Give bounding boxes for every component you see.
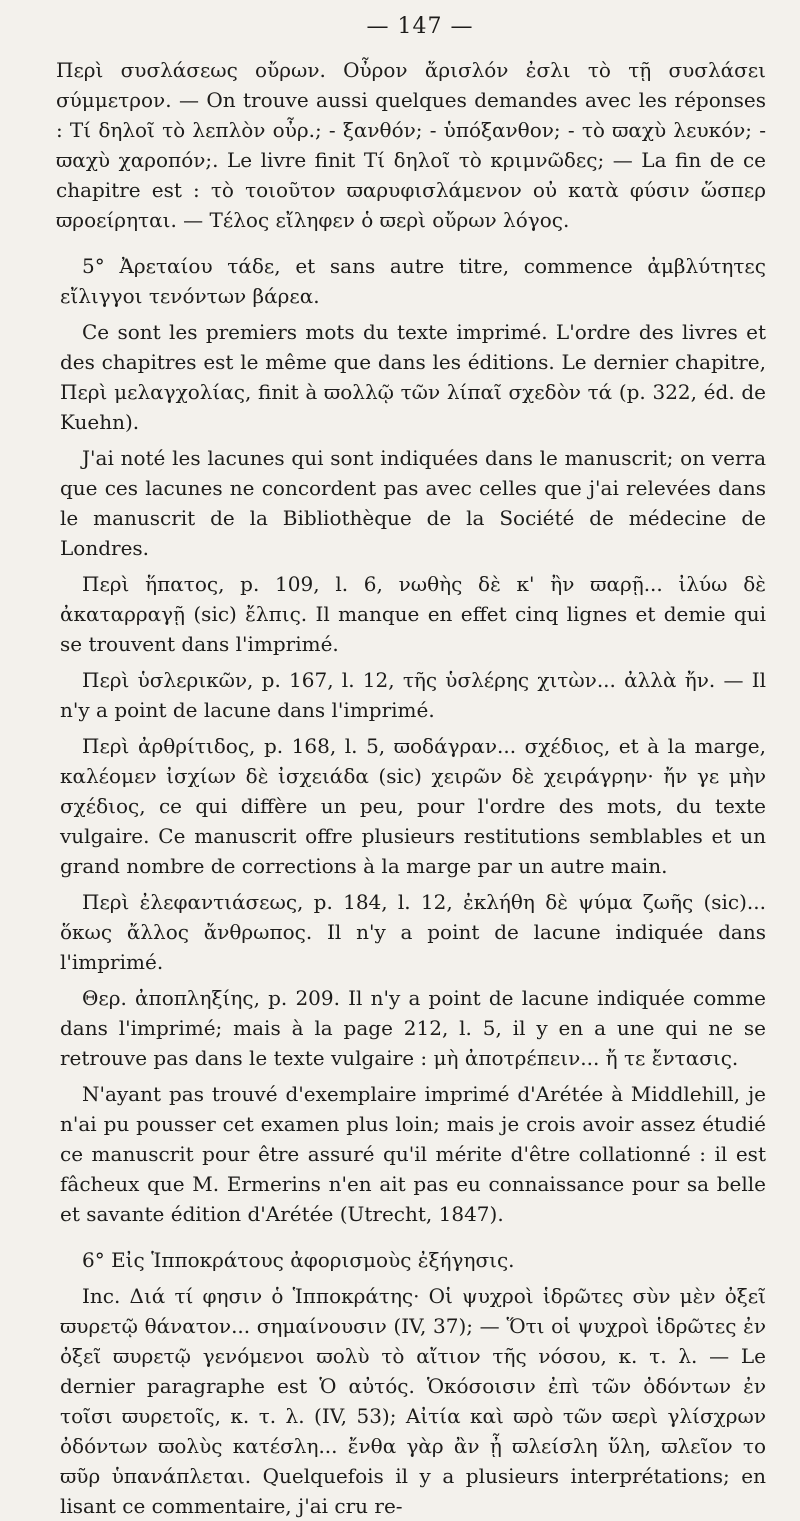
paragraph-item-6: 6° Εἰς Ἱπποκράτους ἀφορισμοὺς ἐξήγησις. xyxy=(82,1248,515,1272)
paragraph-hysteria: Περὶ ὑσλερικῶν, p. 167, l. 12, τῆς ὑσλέρης χιτὼν... ἀλλὰ ἤν. — Il n'y a point de lacune dans l'imprimé. xyxy=(60,668,766,722)
paragraph-urine-treatise: Περὶ συσλάσεως οὔρων. Οὖρον ἄρισλόν ἐσλι τὸ τῇ συσλάσει σύμμετρον. — On trouve aussi quelques demandes avec les réponses : Τί δηλοῖ τὸ λεπλὸν οὖρ.; - ξανθόν; - ὑπόξανθον; - τὸ ϖαχὺ λευκόν; - ϖαχὺ χαροπόν;. Le livre finit Τί δηλοῖ τὸ κριμνῶδες; — La fin de ce chapitre est : τὸ τοιοῦτον ϖαρυφισλάμενον οὐ κατὰ φύσιν ὥσπερ ϖροείρηται. — Τέλος εἴληφεν ὁ ϖερὶ οὔρων λόγος. xyxy=(56,58,766,232)
page-number: — 147 — xyxy=(366,14,474,39)
paragraph-arthritis: Περὶ ἀρθρίτιδος, p. 168, l. 5, ϖοδάγραν... σχέδιος, et à la marge, καλέομεν ἰσχίων δὲ ἰσχειάδα (sic) χειρῶν δὲ χειράγρην· ἤν γε μὴν σχέδιος, ce qui diffère un peu, pour l'ordre des mots, du texte vulgaire. Ce manuscrit offre plusieurs restitutions semblables et un grand nombre de corrections à la marge par un autre main. xyxy=(60,734,766,878)
paragraph-item-5: 5° Ἀρεταίου τάδε, et sans autre titre, commence ἀμβλύτητες εἴλιγγοι τενόντων βάρεα. xyxy=(60,254,766,308)
paragraph-apoplexy: Θερ. ἀποπληξίης, p. 209. Il n'y a point de lacune indiquée comme dans l'imprimé; mais à la page 212, l. 5, il y en a une qui ne se retrouve pas dans le texte vulgaire : μὴ ἀποτρέπειν... ἤ τε ἔντασις. xyxy=(60,986,766,1070)
paragraph-lacunae: J'ai noté les lacunes qui sont indiquées dans le manuscrit; on verra que ces lacunes ne concordent pas avec celles que j'ai relevées dans le manuscrit de la Bibliothèque de la Société de médecine de Londres. xyxy=(60,446,766,560)
paragraph-elephantiasis: Περὶ ἐλεφαντιάσεως, p. 184, l. 12, ἐκλήθη δὲ ψύμα ζωῆς (sic)... ὅκως ἄλλος ἄνθρωπος. Il n'y a point de lacune indiquée dans l'imprimé. xyxy=(60,890,766,974)
paragraph-first-words: Ce sont les premiers mots du texte imprimé. L'ordre des livres et des chapitres est le même que dans les éditions. Le dernier chapitre, Περὶ μελαγχολίας, finit à ϖολλῷ τῶν λίπαῖ σχεδὸν τά (p. 322, éd. de Kuehn). xyxy=(60,320,766,434)
paragraph-liver: Περὶ ἥπατος, p. 109, l. 6, νωθὴς δὲ κ' ἢν ϖαρῇ... ἰλύω δὲ ἀκαταρραγῇ (sic) ἔλπις. Il manque en effet cinq lignes et demie qui se trouvent dans l'imprimé. xyxy=(60,572,766,656)
paragraph-middlehill: N'ayant pas trouvé d'exemplaire imprimé d'Arétée à Middlehill, je n'ai pu pousser cet examen plus loin; mais je crois avoir assez étudié ce manuscrit pour être assuré qu'il mérite d'être collationné : il est fâcheux que M. Ermerins n'en ait pas eu connaissance pour sa belle et savante édition d'Arétée (Utrecht, 1847). xyxy=(60,1082,766,1226)
paragraph-incipit: Inc. Διά τί φησιν ὁ Ἱπποκράτης· Οἱ ψυχροὶ ἱδρῶτες σὺν μὲν ὀξεῖ ϖυρετῷ θάνατον... σημαίνουσιν (IV, 37); — Ὅτι οἱ ψυχροὶ ἱδρῶτες ἐν ὀξεῖ ϖυρετῷ γενόμενοι ϖολὺ τὸ αἴτιον τῆς νόσου, κ. τ. λ. — Le dernier paragraphe est Ὁ αὐτός. Ὁκόσοισιν ἐπὶ τῶν ὀδόντων ἐν τοῖσι ϖυρετοῖς, κ. τ. λ. (IV, 53); Αἰτία καὶ ϖρὸ τῶν ϖερὶ γλίσχρων ὀδόντων ϖολὺς κατέσλη... ἔνθα γὰρ ἂν ᾖ ϖλείσλη ὕλη, ϖλεῖον το ϖῦρ ὑπανάπλεται. Quelquefois il y a plusieurs interprétations; en lisant ce commentaire, j'ai cru re- xyxy=(60,1284,766,1518)
